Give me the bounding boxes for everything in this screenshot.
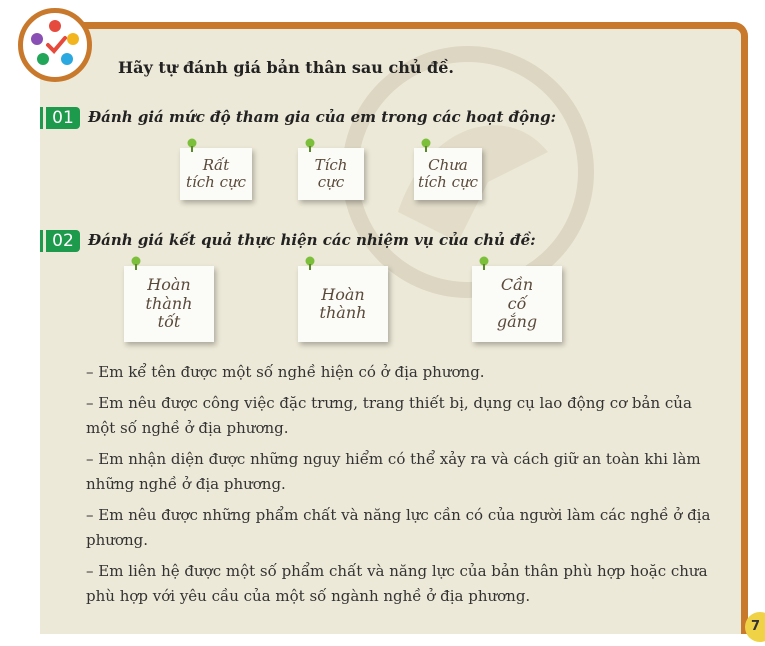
section-2-option-needs-effort[interactable]	[472, 266, 562, 342]
pin-icon	[304, 138, 316, 152]
pin-icon	[420, 138, 432, 152]
section-2-option-completed-well[interactable]	[124, 266, 214, 342]
pin-icon	[186, 138, 198, 152]
criteria-list	[86, 360, 716, 615]
criteria-item: – Em nhận diện được những nguy hiểm có thể xảy ra và cách giữ an toàn khi làm những nghề ở địa phương.	[86, 450, 701, 493]
page-number-badge: 7	[745, 612, 765, 642]
option-label: Cần cố gắng	[496, 275, 538, 332]
section-2-number-badge: 02	[46, 230, 80, 252]
section-1-option-not-active[interactable]	[414, 148, 482, 200]
option-label: Hoàn thành tốt	[145, 275, 193, 332]
criteria-item: – Em liên hệ được một số phẩm chất và năng lực của bản thân phù hợp hoặc chưa phù hợp với yêu cầu của một số ngành nghề ở địa phương.	[86, 562, 708, 605]
option-label: Chưa tích cực	[417, 155, 479, 191]
pin-icon	[130, 256, 142, 270]
section-2-option-completed[interactable]	[298, 266, 388, 342]
option-label: Hoàn thành	[319, 284, 367, 322]
section-1-option-very-active[interactable]	[180, 148, 252, 200]
self-assessment-logo-icon	[18, 8, 92, 82]
pin-icon	[478, 256, 490, 270]
criteria-item: – Em nêu được công việc đặc trưng, trang thiết bị, dụng cụ lao động cơ bản của một số nghề ở địa phương.	[86, 394, 692, 437]
section-1-option-active[interactable]	[298, 148, 364, 200]
section-2-title: Đánh giá kết quả thực hiện các nhiệm vụ của chủ đề:	[88, 231, 536, 249]
criteria-item: – Em nêu được những phẩm chất và năng lực cần có của người làm các nghề ở địa phương.	[86, 506, 711, 549]
section-1-title: Đánh giá mức độ tham gia của em trong các hoạt động:	[88, 108, 557, 126]
pin-icon	[304, 256, 316, 270]
section-1-number-badge: 01	[46, 107, 80, 129]
option-label: Tích cực	[314, 155, 348, 191]
page-title: Hãy tự đánh giá bản thân sau chủ đề.	[118, 58, 454, 77]
option-label: Rất tích cực	[185, 155, 247, 191]
criteria-item: – Em kể tên được một số nghề hiện có ở địa phương.	[86, 363, 485, 381]
